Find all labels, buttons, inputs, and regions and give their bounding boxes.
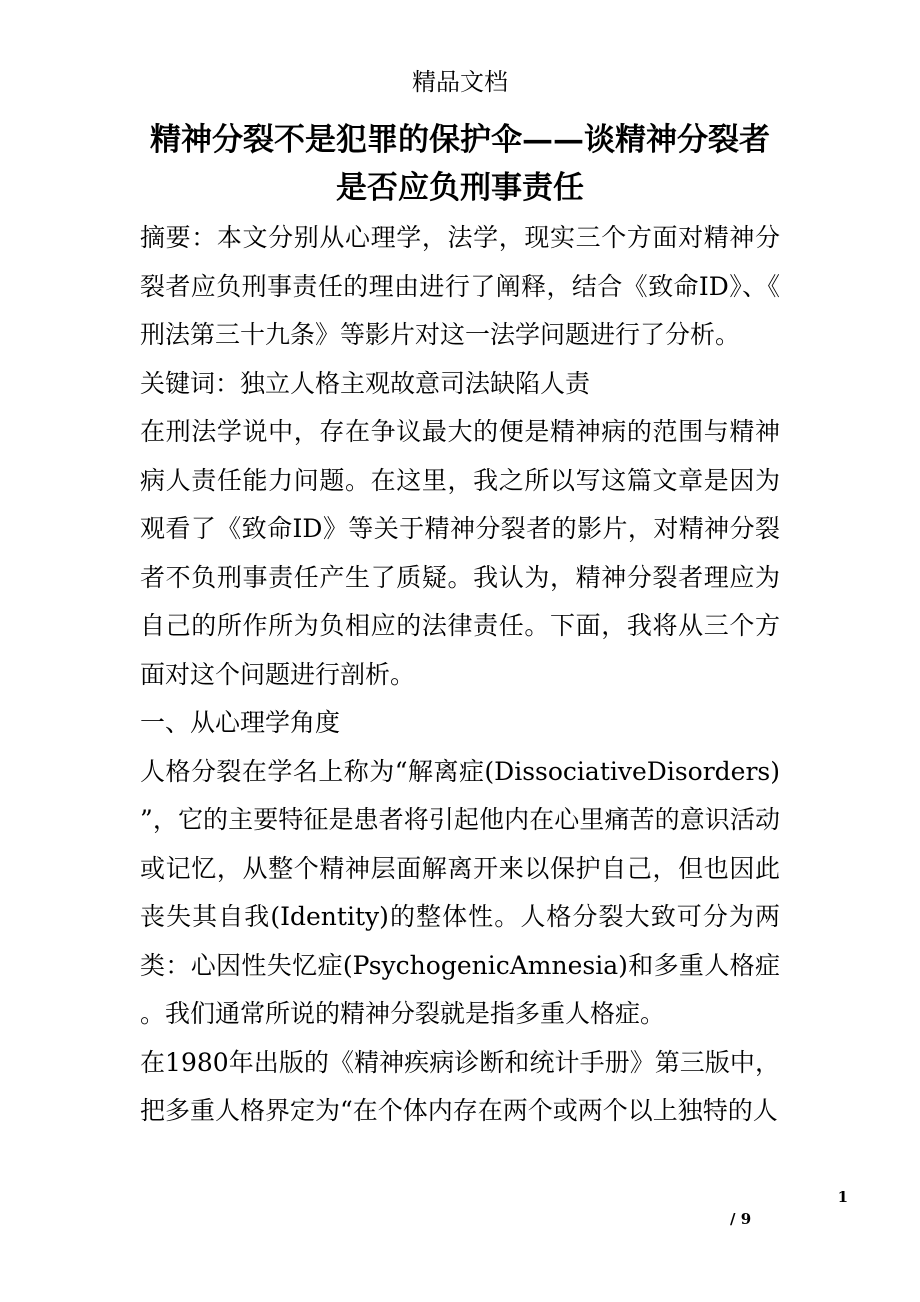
abstract-paragraph: 摘要：本文分别从心理学，法学，现实三个方面对精神分裂者应负刑事责任的理由进行了阐释，结合《致命ID》、《刑法第三十九条》等影片对这一法学问题进行了分析。 [140,223,780,349]
body-paragraph: 在1980年出版的《精神疾病诊断和统计手册》第三版中，把多重人格界定为“在个体内存在两个或两个以上独特的人 [140,1047,780,1125]
page-total: / 9 [730,1210,752,1228]
document-body [140,214,780,1136]
body-paragraph: 人格分裂在学名上称为“解离症(DissociativeDisorders)”，它的主要特征是患者将引起他内在心里痛苦的意识活动或记忆，从整个精神层面解离开来以保护自己，但也因此丧失其自我(Identity)的整体性。人格分裂大致可分为两类：心因性失忆症(PsychogenicAmnesia)和多重人格症。我们通常所说的精神分裂就是指多重人格症。 [140,756,780,1028]
document-title: 精神分裂不是犯罪的保护伞——谈精神分裂者是否应负刑事责任 [150,122,770,206]
keywords-paragraph: 关键词：独立人格主观故意司法缺陷人责 [140,368,591,398]
page-number: 1 [837,1188,848,1206]
intro-paragraph: 在刑法学说中，存在争议最大的便是精神病的范围与精神病人责任能力问题。在这里，我之所以写这篇文章是因为观看了《致命ID》等关于精神分裂者的影片，对精神分裂者不负刑事责任产生了质疑。我认为，精神分裂者理应为自己的所作所为负相应的法律责任。下面，我将从三个方面对这个问题进行剖析。 [140,417,780,689]
section-heading: 一、从心理学角度 [140,708,341,737]
page-header: 精品文档 [412,68,508,96]
